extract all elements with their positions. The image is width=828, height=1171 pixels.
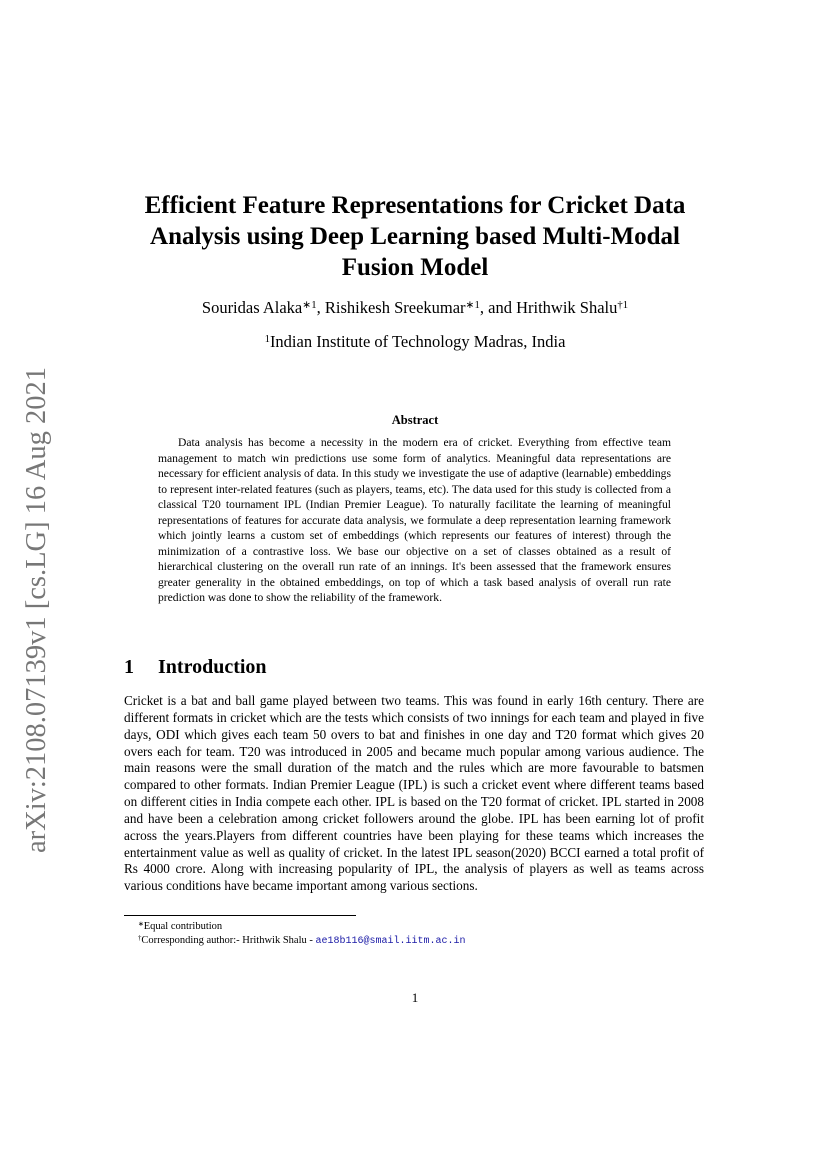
author-list: Souridas Alaka$^{∗1}$, Rishikesh Sreekumar$^{∗1}$, and Hrithwik Shalu$^{\dagger 1}$ <box>201 298 629 317</box>
paper-title: Efficient Feature Representations for Cricket Data Analysis using Deep Learning based Multi-Modal Fusion Model <box>144 192 686 281</box>
footnote-mark: † <box>138 934 142 942</box>
section-heading <box>124 656 267 679</box>
author-name: Rishikesh Sreekumar <box>324 298 466 317</box>
abstract-heading: Abstract <box>391 413 439 427</box>
author-name: Souridas Alaka <box>201 298 303 317</box>
section-title: Introduction <box>158 656 267 678</box>
footnote-equal-contribution <box>138 920 222 933</box>
arxiv-identifier-text: arXiv:2108.07139v1 [cs.LG] 16 Aug 2021 <box>21 366 52 854</box>
footnote-mark: ∗ <box>138 920 144 928</box>
author-email-link[interactable]: ae18b116@smail.iitm.ac.in <box>315 936 466 947</box>
footnote-rule <box>124 915 356 916</box>
author-marks: †1 <box>617 299 629 312</box>
affiliation-mark: 1 <box>264 333 270 346</box>
affiliation <box>120 332 710 352</box>
footnote-text: Corresponding author:- Hrithwik Shalu - <box>141 935 316 946</box>
footnote-corresponding-author <box>138 934 466 948</box>
author-name: Hrithwik Shalu <box>516 298 618 317</box>
page-number: 1 <box>411 990 419 1005</box>
section-number: 1 <box>124 656 134 678</box>
abstract-text: Data analysis has become a necessity in the modern era of cricket. Everything from effective team management to match win predictions use some form of analytics. Meaningful data representations are necessary for efficient analysis of data. In this study we investigate the use of adaptive (learnable) embeddings to represent inter-related features (such as players, teams, etc). The data used for this study is collected from a classical T20 tournament IPL (Indian Premier League). To naturally facilitate the learning of meaningful representations of features for accurate data analysis, we formulate a deep representation learning framework which jointly learns a custom set of embeddings (which represents our features of interest) through the minimization of a contrastive loss. We base our objective on a set of classes obtained as a result of hierarchical clustering on the overall run rate of an innings. It's been assessed that the framework ensures greater generality in the obtained embeddings, on top of which a task based analysis of overall run rate prediction was done to show the reliability of the framework. <box>158 436 671 604</box>
author-marks: ∗1 <box>302 299 317 312</box>
introduction-text: Cricket is a bat and ball game played between two teams. This was found in early 16th century. There are different formats in cricket which are the tests which consists of two innings for each team and played in five days, ODI which gives each team 50 overs to bat and finishes in one day and T20 format which gives 20 overs each for team. T20 was introduced in 2005 and became much popular among various audience. The main reasons were the small duration of the match and the rules which are more favourable to batsmen compared to other formats. Indian Premier League (IPL) is such a cricket event where different teams based on different cities in India compete each other. IPL is based on the T20 format of cricket. IPL started in 2008 and have been a celebration among cricket followers around the globe. IPL has been earning lot of profit across the years.Players from different countries have been playing for these teams which increases the entertainment value as well as quality of cricket. In the latest IPL season(2020) BCCI earned a total profit of Rs 4000 crore. Along with increasing popularity of IPL, the analysis of players as well as teams across various conditions have became important among various sections. <box>124 693 704 894</box>
arxiv-identifier-stamp <box>10 360 64 860</box>
author-marks: ∗1 <box>465 299 480 312</box>
affiliation-text: Indian Institute of Technology Madras, India <box>269 332 566 351</box>
footnote-text: Equal contribution <box>143 921 223 932</box>
